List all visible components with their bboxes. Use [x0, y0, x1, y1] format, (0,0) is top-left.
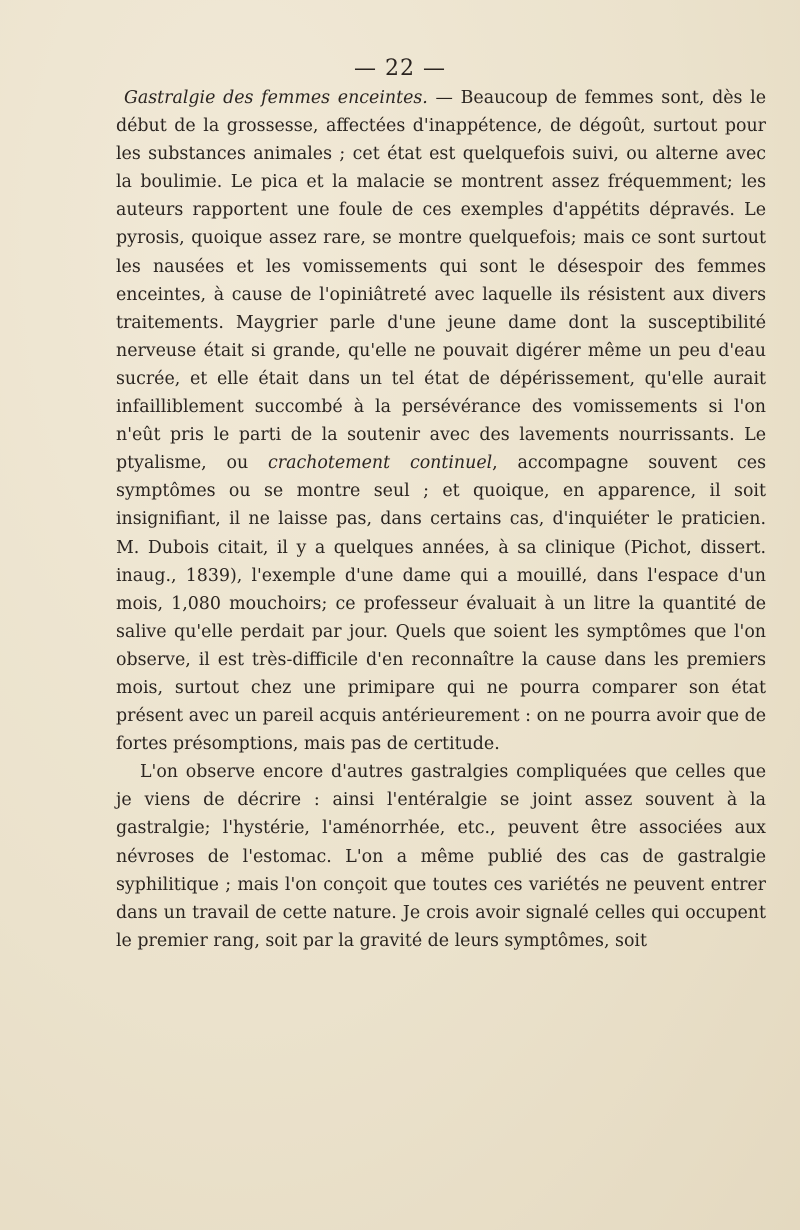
paragraph-complications — [116, 758, 766, 955]
paragraph-gastralgie — [116, 84, 766, 758]
paragraph-text: L'on observe encore d'autres gastralgies compliquées que celles que je viens de décrire : ainsi l'entéralgie se joint assez souvent à la gastralgie; l'hystérie, l'aménorrhée, etc., peuvent être associées aux névroses de l'estomac. L'on a même publié des cas de gastralgie syphilitique ; mais l'on conçoit que toutes ces variétés ne peuvent entrer dans un travail de cette nature. Je crois avoir signalé celles qui occupent le premier rang, soit par la gravité de leurs symptômes, soit — [116, 762, 766, 951]
paragraph-text: — Beaucoup de femmes sont, dès le début de la grossesse, affectées d'inappétence, de dégoût, surtout pour les substances animales ; cet état est quelquefois suivi, ou alterne avec la boulimie. Le pica et la malacie se montrent assez fréquemment; les auteurs rapportent une foule de ces exemples d'appétits dépravés. Le pyrosis, quoique assez rare, se montre quelquefois; mais ce sont surtout les nausées et les vomissements qui sont le désespoir des femmes enceintes, à cause de l'opiniâtreté avec laquelle ils résistent aux divers traitements. Maygrier parle d'une jeune dame dont la susceptibilité nerveuse était si grande, qu'elle ne pouvait digérer même un peu d'eau sucrée, et elle était dans un tel état de dépérissement, qu'elle aurait infailliblement succombé à la persévérance des vomissements si l'on n'eût pris le parti de la soutenir avec des lavements nourrissants. Le ptyalisme, ou — [116, 88, 767, 474]
body-text — [116, 84, 766, 955]
page-number: — 22 — — [354, 56, 446, 81]
paragraph-text-continued: , accompagne souvent ces symptômes ou se montre seul ; et quoique, en apparence, il soit insignifiant, il ne laisse pas, dans certains cas, d'inquiéter le praticien. M. Dubois citait, il y a quelques années, à sa clinique (Pichot, dissert. inaug., 1839), l'exemple d'une dame qui a mouillé, dans l'espace d'un mois, 1,080 mouchoirs; ce professeur évaluait à un litre la quantité de salive qu'elle perdait par jour. Quels que soient les symptômes que l'on observe, il est très-difficile d'en reconnaître la cause dans les premiers mois, surtout chez une primipare qui ne pourra comparer son état présent avec un pareil acquis antérieurement : on ne pourra avoir que de fortes présomptions, mais pas de certitude. — [116, 453, 767, 755]
section-title: Gastralgie des femmes enceintes. — [124, 88, 428, 108]
italic-term: crachotement continuel — [268, 453, 493, 474]
